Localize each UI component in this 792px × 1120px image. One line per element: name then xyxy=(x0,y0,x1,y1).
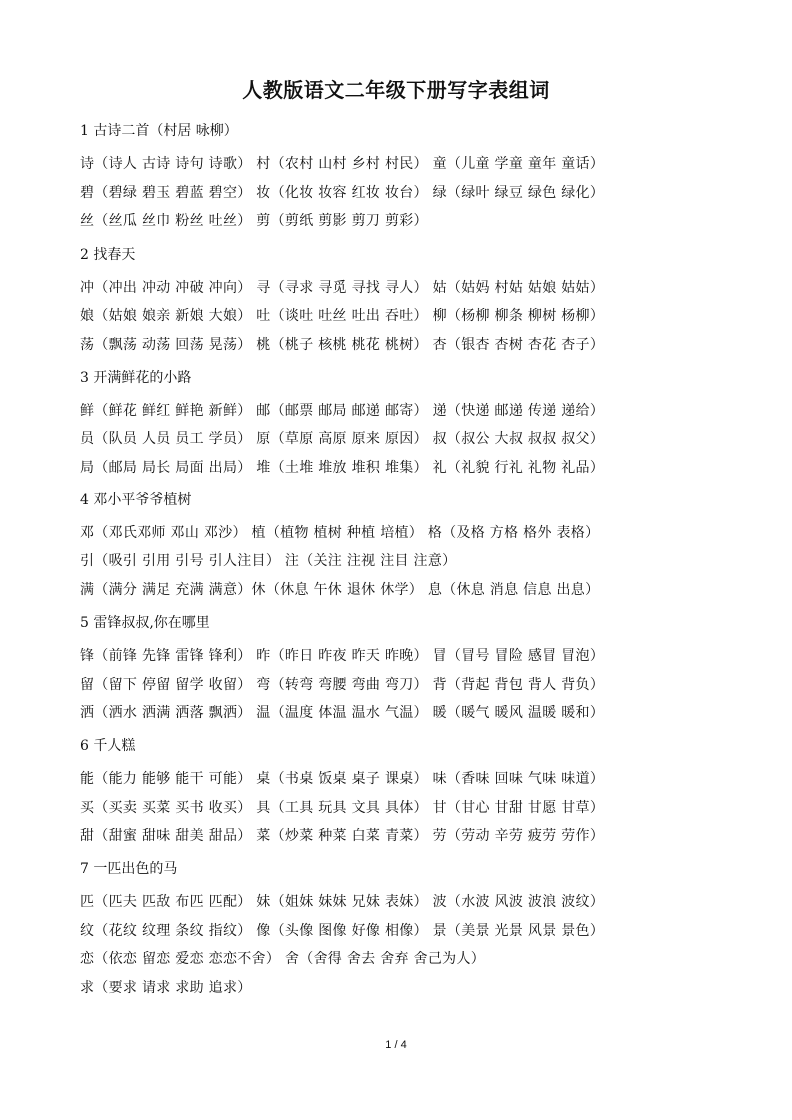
page-number: 1 / 4 xyxy=(385,1039,407,1051)
word-line: 局（邮局 局长 局面 出局） 堆（土堆 堆放 堆积 堆集） 礼（礼貌 行礼 礼物 礼品） xyxy=(80,460,605,476)
lesson-heading: 5 雷锋叔叔,你在哪里 xyxy=(80,615,210,631)
word-line: 满（满分 满足 充满 满意）休（休息 午休 退休 休学） 息（休息 消息 信息 出息） xyxy=(80,582,600,598)
word-line: 买（买卖 买菜 买书 收买） 具（工具 玩具 文具 具体） 甘（甘心 甘甜 甘愿 甘草） xyxy=(80,800,605,816)
word-line: 碧（碧绿 碧玉 碧蓝 碧空） 妆（化妆 妆容 红妆 妆台） 绿（绿叶 绿豆 绿色 绿化） xyxy=(80,185,605,201)
word-line: 丝（丝瓜 丝巾 粉丝 吐丝） 剪（剪纸 剪影 剪刀 剪彩） xyxy=(80,213,428,229)
lesson-heading: 6 千人糕 xyxy=(80,738,136,754)
lesson-heading: 4 邓小平爷爷植树 xyxy=(80,492,192,508)
lesson-heading: 7 一匹出色的马 xyxy=(80,861,178,877)
word-line: 甜（甜蜜 甜味 甜美 甜品） 菜（炒菜 种菜 白菜 青菜） 劳（劳动 辛劳 疲劳 劳作） xyxy=(80,828,605,844)
word-line: 荡（飘荡 动荡 回荡 晃荡） 桃（桃子 核桃 桃花 桃树） 杏（银杏 杏树 杏花 杏子） xyxy=(80,337,605,353)
word-line: 鲜（鲜花 鲜红 鲜艳 新鲜） 邮（邮票 邮局 邮递 邮寄） 递（快递 邮递 传递 递给） xyxy=(80,403,605,419)
word-line: 娘（姑娘 娘亲 新娘 大娘） 吐（谈吐 吐丝 吐出 吞吐） 柳（杨柳 柳条 柳树 杨柳） xyxy=(80,308,605,324)
word-line: 留（留下 停留 留学 收留） 弯（转弯 弯腰 弯曲 弯刀） 背（背起 背包 背人 背负） xyxy=(80,677,605,693)
word-line: 引（吸引 引用 引号 引人注目） 注（关注 注视 注目 注意） xyxy=(80,553,457,569)
document-title: 人教版语文二年级下册写字表组词 xyxy=(242,78,550,102)
word-line: 诗（诗人 古诗 诗句 诗歌） 村（农村 山村 乡村 村民） 童（儿童 学童 童年 童话） xyxy=(80,156,605,172)
word-line: 员（队员 人员 员工 学员） 原（草原 高原 原来 原因） 叔（叔公 大叔 叔叔 叔父） xyxy=(80,431,605,447)
word-line: 纹（花纹 纹理 条纹 指纹） 像（头像 图像 好像 相像） 景（美景 光景 风景 景色） xyxy=(80,923,605,939)
word-line: 能（能力 能够 能干 可能） 桌（书桌 饭桌 桌子 课桌） 味（香味 回味 气味 味道） xyxy=(80,771,605,787)
lesson-heading: 1 古诗二首（村居 咏柳） xyxy=(80,123,238,139)
word-line: 恋（依恋 留恋 爱恋 恋恋不舍） 舍（舍得 舍去 舍弃 舍己为人） xyxy=(80,951,486,967)
word-line: 匹（匹夫 匹敌 布匹 匹配） 妹（姐妹 妹妹 兄妹 表妹） 波（水波 风波 波浪 波纹） xyxy=(80,894,605,910)
lesson-heading: 2 找春天 xyxy=(80,247,136,263)
word-line: 邓（邓氏邓师 邓山 邓沙） 植（植物 植树 种植 培植） 格（及格 方格 格外 表格） xyxy=(80,525,600,541)
word-line: 求（要求 请求 求助 追求） xyxy=(80,980,252,996)
lesson-heading: 3 开满鲜花的小路 xyxy=(80,370,192,386)
word-line: 锋（前锋 先锋 雷锋 锋利） 昨（昨日 昨夜 昨天 昨晚） 冒（冒号 冒险 感冒 冒泡） xyxy=(80,648,605,664)
word-line: 冲（冲出 冲动 冲破 冲向） 寻（寻求 寻觅 寻找 寻人） 姑（姑妈 村姑 姑娘 姑姑） xyxy=(80,280,605,296)
word-line: 洒（洒水 洒满 洒落 飘洒） 温（温度 体温 温水 气温） 暖（暖气 暖风 温暖 暖和） xyxy=(80,705,605,721)
